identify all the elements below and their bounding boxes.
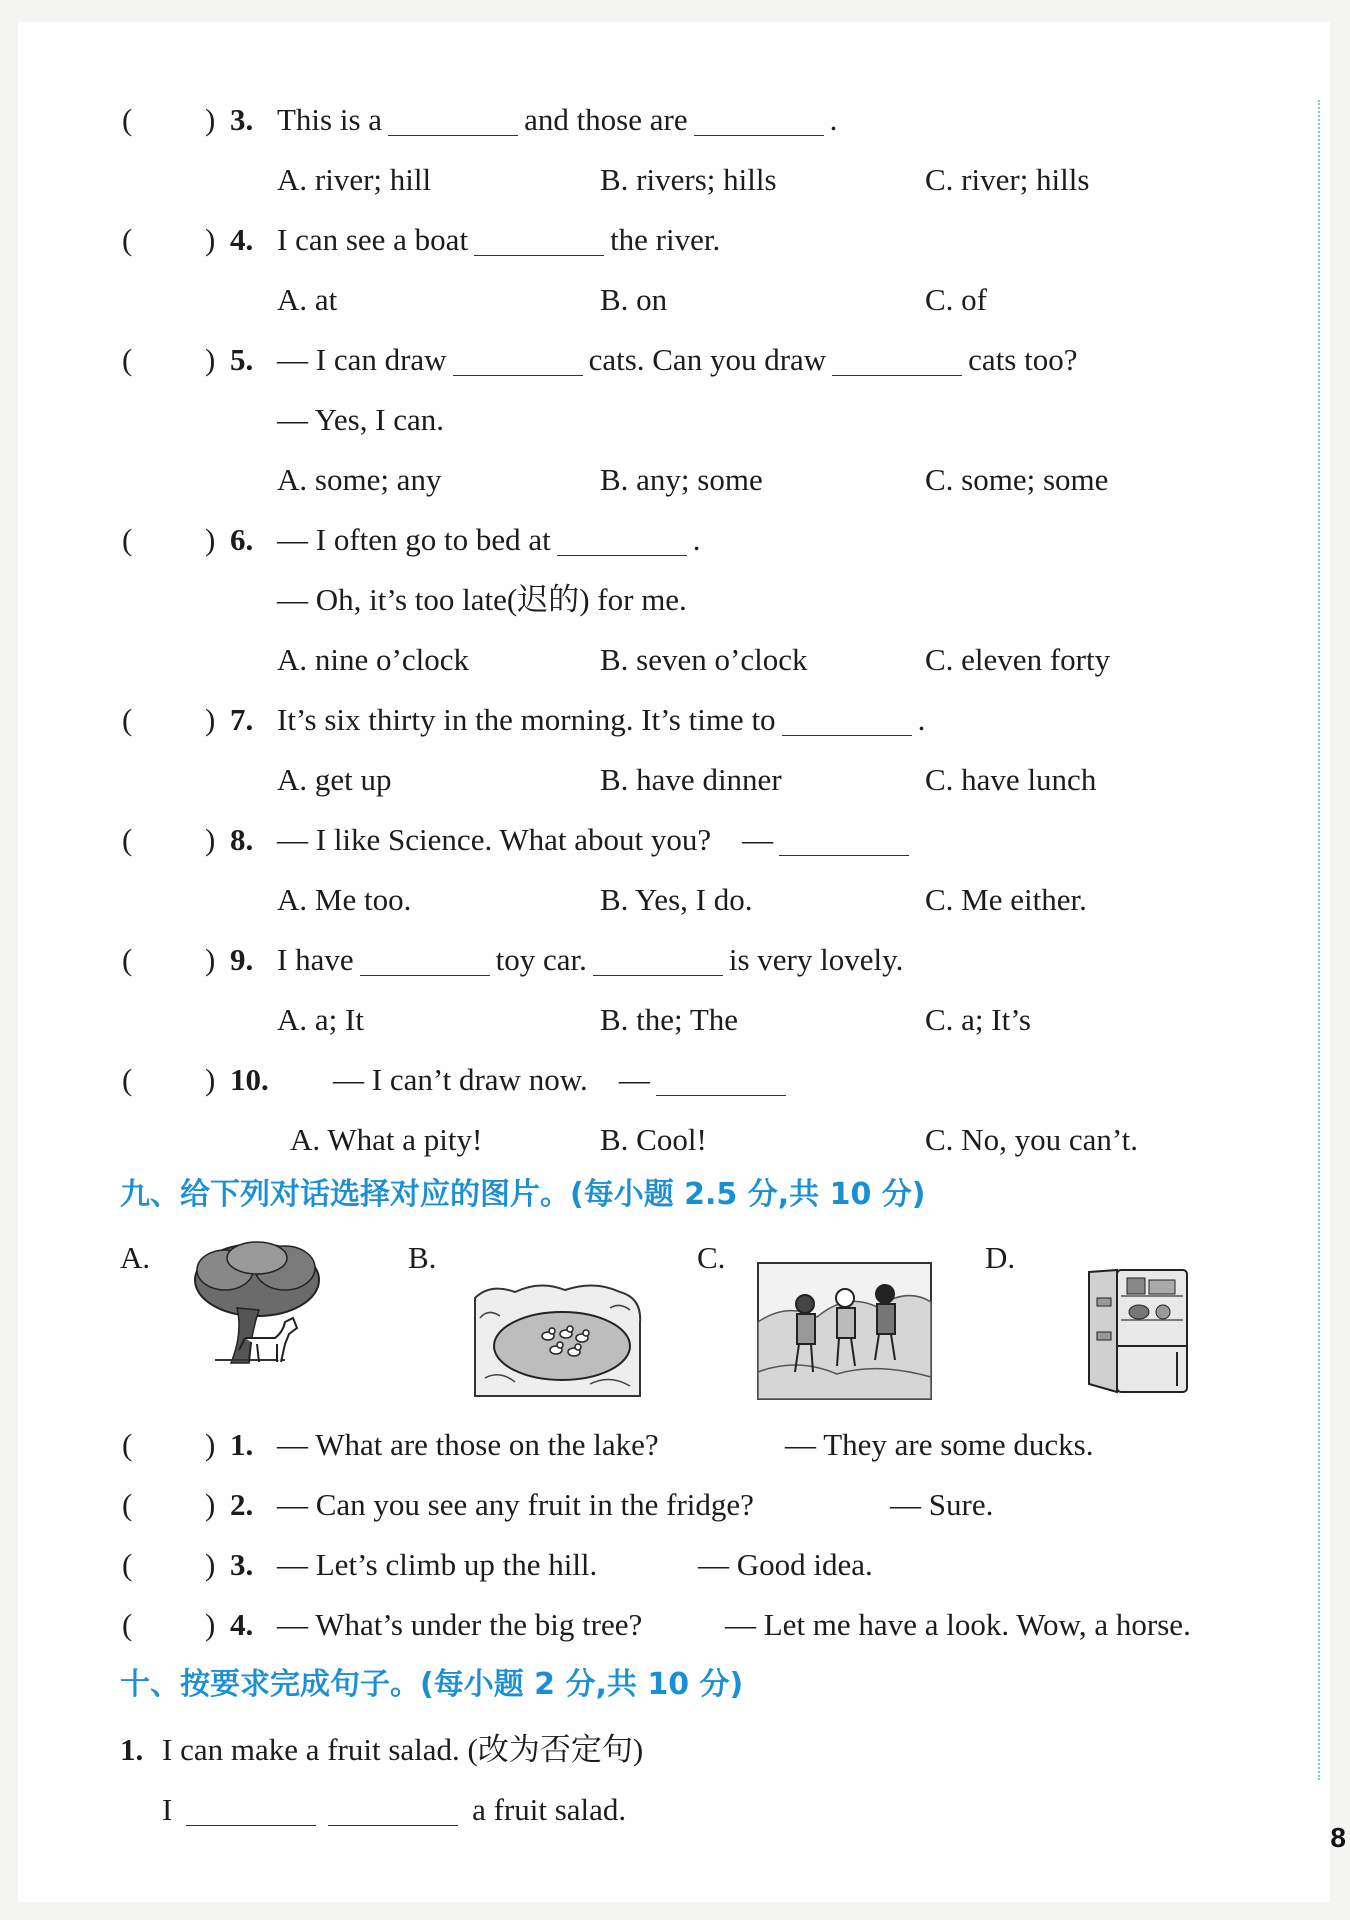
- question-text: — I like Science. What about you? —: [277, 810, 915, 870]
- blank-line[interactable]: [453, 347, 583, 376]
- page-number: 8: [1330, 1822, 1346, 1853]
- blank-line[interactable]: [474, 227, 604, 256]
- section-9-title: 九、给下列对话选择对应的图片。(每小题 2.5 分,共 10 分): [120, 1177, 926, 1212]
- answer-paren-right: ): [205, 1062, 216, 1097]
- option-c[interactable]: C. river; hills: [925, 162, 1090, 197]
- picture-label-b: B.: [408, 1240, 437, 1275]
- tree-horse-picture[interactable]: [185, 1238, 330, 1373]
- question-10: [0, 1050, 1300, 1110]
- answer-paren-left: (: [122, 222, 133, 257]
- question-6-reply: [0, 570, 1300, 630]
- answer-paren-left: (: [122, 1427, 133, 1462]
- blank-line[interactable]: [782, 707, 912, 736]
- picture-label-c: C.: [697, 1240, 726, 1275]
- answer-paren-right: ): [205, 1547, 216, 1582]
- option-c[interactable]: C. Me either.: [925, 882, 1087, 917]
- options-6: [0, 630, 1300, 690]
- answer-paren-left: (: [122, 1547, 133, 1582]
- question-number: 4.: [230, 1607, 254, 1642]
- dialogue-line-a: — What are those on the lake?: [277, 1427, 659, 1462]
- dialogue-line-b: — Let me have a look. Wow, a horse.: [725, 1607, 1191, 1642]
- question-text: This is a and those are .: [277, 102, 838, 137]
- options-7: [0, 750, 1300, 810]
- question-number: 6.: [230, 522, 254, 557]
- rewrite-question-1: [0, 1720, 1300, 1780]
- answer-paren-left: (: [122, 342, 133, 377]
- question-text: I can make a fruit salad. (改为否定句): [162, 1732, 644, 1767]
- options-10: [0, 1110, 1300, 1170]
- answer-paren-left: (: [122, 822, 133, 857]
- options-3: [0, 150, 1300, 210]
- question-text: I can see a boat the river.: [277, 222, 721, 257]
- question-9: [0, 930, 1300, 990]
- answer-paren-right: ): [205, 1427, 216, 1462]
- match-question-4: [0, 1595, 1300, 1655]
- answer-paren-right: ): [205, 702, 216, 737]
- option-a[interactable]: A. some; any: [277, 462, 442, 497]
- question-number: 4.: [230, 222, 254, 257]
- climbing-hill-picture[interactable]: [757, 1262, 932, 1400]
- question-number: 8.: [230, 822, 254, 857]
- fridge-picture[interactable]: [1087, 1268, 1195, 1396]
- question-text: It’s six thirty in the morning. It’s time to .: [277, 702, 926, 737]
- question-8: [0, 810, 1300, 870]
- answer-paren-left: (: [122, 1607, 133, 1642]
- option-b[interactable]: B. Yes, I do.: [600, 882, 753, 917]
- match-question-3: [0, 1535, 1300, 1595]
- blank-line[interactable]: [328, 1797, 458, 1826]
- options-4: [0, 270, 1300, 330]
- question-5: [0, 330, 1300, 390]
- answer-paren-right: ): [205, 1607, 216, 1642]
- question-3: [0, 90, 1300, 150]
- dialogue-line-a: — What’s under the big tree?: [277, 1607, 643, 1642]
- blank-line[interactable]: [779, 827, 909, 856]
- question-number: 7.: [230, 702, 254, 737]
- option-c[interactable]: C. have lunch: [925, 762, 1097, 797]
- answer-paren-right: ): [205, 342, 216, 377]
- match-question-2: [0, 1475, 1300, 1535]
- question-4: [0, 210, 1300, 270]
- answer-paren-left: (: [122, 1062, 133, 1097]
- picture-label-d: D.: [985, 1240, 1016, 1275]
- answer-paren-left: (: [122, 522, 133, 557]
- reply-text: — Oh, it’s too late(迟的) for me.: [277, 582, 687, 617]
- question-number: 3.: [230, 102, 254, 137]
- blank-line[interactable]: [656, 1067, 786, 1096]
- blank-line[interactable]: [694, 107, 824, 136]
- question-number: 3.: [230, 1547, 254, 1582]
- margin-line: [1318, 100, 1320, 1780]
- question-5-reply: [0, 390, 1300, 450]
- question-text: — I can’t draw now. —: [333, 1050, 792, 1110]
- question-number: 9.: [230, 942, 254, 977]
- options-8: [0, 870, 1300, 930]
- answer-paren-right: ): [205, 1487, 216, 1522]
- option-c[interactable]: C. of: [925, 282, 987, 317]
- lake-ducks-picture[interactable]: [470, 1278, 645, 1398]
- option-a[interactable]: A. a; It: [277, 1002, 364, 1037]
- blank-line[interactable]: [557, 527, 687, 556]
- answer-paren-left: (: [122, 1487, 133, 1522]
- question-number: 1.: [230, 1427, 254, 1462]
- dialogue-line-b: — Sure.: [890, 1487, 994, 1522]
- answer-paren-left: (: [122, 942, 133, 977]
- dialogue-line-a: — Let’s climb up the hill.: [277, 1547, 598, 1582]
- answer-paren-right: ): [205, 222, 216, 257]
- question-number: 5.: [230, 342, 254, 377]
- option-a[interactable]: A. nine o’clock: [277, 642, 469, 677]
- answer-paren-left: (: [122, 702, 133, 737]
- option-a[interactable]: A. What a pity!: [290, 1122, 483, 1157]
- question-text: I have toy car. is very lovely.: [277, 942, 904, 977]
- blank-line[interactable]: [593, 947, 723, 976]
- answer-paren-right: ): [205, 102, 216, 137]
- option-b[interactable]: B. on: [600, 282, 668, 317]
- question-number: 10.: [230, 1062, 269, 1097]
- option-a[interactable]: A. at: [277, 282, 338, 317]
- dialogue-line-a: — Can you see any fruit in the fridge?: [277, 1487, 754, 1522]
- option-b[interactable]: B. seven o’clock: [600, 642, 808, 677]
- rewrite-answer-1: [0, 1780, 1300, 1840]
- picture-label-a: A.: [120, 1240, 151, 1275]
- blank-line[interactable]: [360, 947, 490, 976]
- option-b[interactable]: B. the; The: [600, 1002, 739, 1037]
- question-number: 1.: [120, 1732, 144, 1767]
- option-a[interactable]: A. Me too.: [277, 882, 412, 917]
- option-c[interactable]: C. a; It’s: [925, 1002, 1031, 1037]
- blank-line[interactable]: [388, 107, 518, 136]
- answer-paren-left: (: [122, 102, 133, 137]
- option-c[interactable]: C. some; some: [925, 462, 1109, 497]
- blank-line[interactable]: [832, 347, 962, 376]
- option-b[interactable]: B. any; some: [600, 462, 763, 497]
- reply-text: — Yes, I can.: [277, 402, 445, 437]
- option-c[interactable]: C. eleven forty: [925, 642, 1111, 677]
- option-a[interactable]: A. get up: [277, 762, 392, 797]
- options-9: [0, 990, 1300, 1050]
- question-text: — I can draw cats. Can you draw cats too?: [277, 342, 1078, 377]
- answer-paren-right: ): [205, 822, 216, 857]
- option-b[interactable]: B. rivers; hills: [600, 162, 777, 197]
- question-number: 2.: [230, 1487, 254, 1522]
- dialogue-line-b: — They are some ducks.: [785, 1427, 1094, 1462]
- option-a[interactable]: A. river; hill: [277, 162, 432, 197]
- section-10-title: 十、按要求完成句子。(每小题 2 分,共 10 分): [120, 1667, 744, 1702]
- question-7: [0, 690, 1300, 750]
- answer-line: I a fruit salad.: [162, 1792, 627, 1827]
- question-text: — I often go to bed at .: [277, 522, 701, 557]
- options-5: [0, 450, 1300, 510]
- option-b[interactable]: B. have dinner: [600, 762, 782, 797]
- answer-paren-right: ): [205, 942, 216, 977]
- option-b[interactable]: B. Cool!: [600, 1122, 707, 1157]
- option-c[interactable]: C. No, you can’t.: [925, 1122, 1138, 1157]
- match-question-1: [0, 1415, 1300, 1475]
- question-6: [0, 510, 1300, 570]
- blank-line[interactable]: [186, 1797, 316, 1826]
- dialogue-line-b: — Good idea.: [698, 1547, 873, 1582]
- answer-paren-right: ): [205, 522, 216, 557]
